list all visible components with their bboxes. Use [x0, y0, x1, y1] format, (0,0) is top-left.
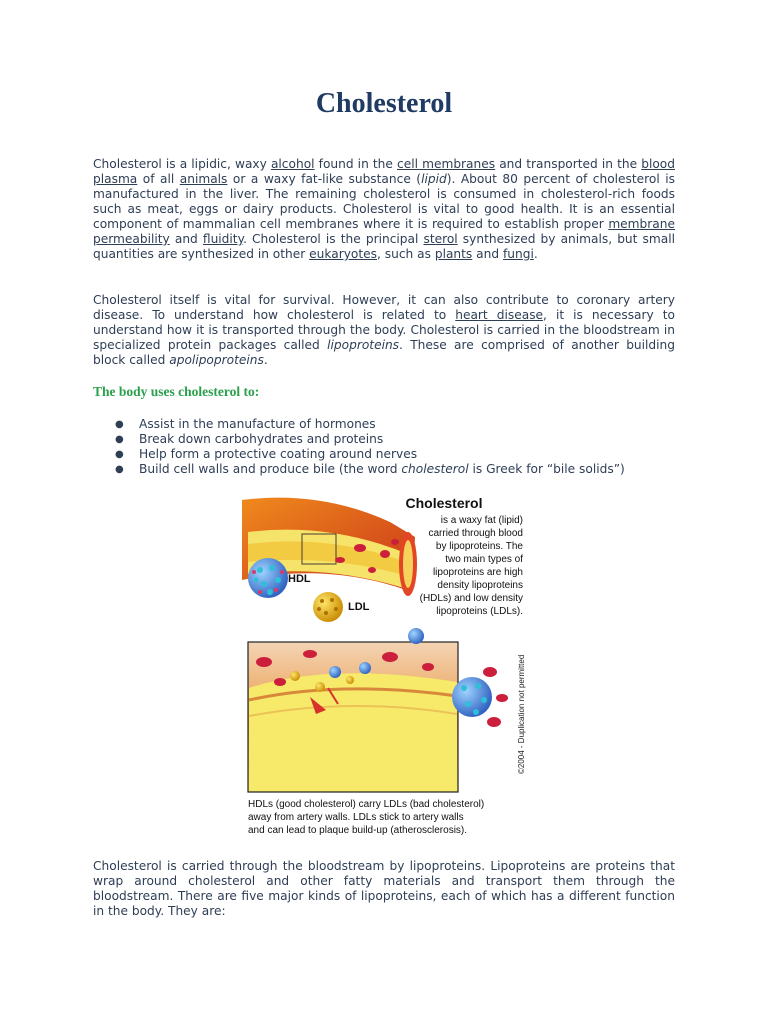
bullet-icon: ●: [115, 419, 124, 430]
figure-caption-line: away from artery walls. LDLs stick to artery walls: [248, 812, 464, 823]
figure-description: [420, 515, 524, 617]
link-membrane-permeability[interactable]: membrane permeability: [93, 217, 675, 246]
term-lipoproteins: lipoproteins: [327, 338, 400, 352]
link-eukaryotes[interactable]: eukaryotes: [309, 247, 377, 261]
transport-paragraph: Cholesterol itself is vital for survival. However, it can also contribute to coronary artery disease. To understand how cholesterol is related to heart disease, it is necessary to understand how it is transported through the body. Cholesterol is carried in the bloodstream in specialized protein packages called lipoproteins. These are comprised of another building block called apolipoproteins.: [93, 293, 676, 367]
figure-description-line: lipoproteins are high: [432, 567, 523, 578]
figure-heading: Cholesterol: [405, 495, 483, 511]
figure-caption-line: HDLs (good cholesterol) carry LDLs (bad cholesterol): [248, 799, 485, 810]
figure-caption-line: and can lead to plaque build-up (atherosclerosis).: [248, 825, 468, 836]
figure-description-line: two main types of: [445, 554, 523, 565]
bullet-icon: ●: [115, 464, 124, 475]
artery-wall-inset: [248, 642, 458, 792]
hdl-particle-icon: [248, 558, 288, 598]
figure-description-line: density lipoproteins: [437, 580, 523, 591]
bullet-icon: ●: [115, 434, 124, 445]
list-item: ● Help form a protective coating around nerves: [115, 447, 418, 461]
figure-description-line: lipoproteins (LDLs).: [436, 606, 523, 617]
link-cell-membranes[interactable]: cell membranes: [397, 157, 496, 171]
link-blood-plasma[interactable]: blood plasma: [93, 157, 675, 186]
bullet-icon: ●: [115, 449, 124, 460]
copyright-note: ©2004 - Duplication not permitted: [517, 654, 526, 774]
list-item: ● Break down carbohydrates and proteins: [115, 432, 384, 446]
link-sterol[interactable]: sterol: [423, 232, 458, 246]
figure-description-line: (HDLs) and low density: [419, 593, 523, 604]
figure-description-line: by lipoproteins. The: [435, 541, 523, 552]
hdl-label: HDL: [288, 573, 311, 585]
uses-list: [93, 417, 625, 477]
link-animals[interactable]: animals: [179, 172, 228, 186]
ldl-label: LDL: [348, 601, 370, 613]
term-apolipoproteins: apolipoproteins: [169, 353, 264, 367]
ldl-particle-icon: [313, 592, 343, 622]
figure-description-line: is a waxy fat (lipid): [440, 515, 523, 526]
figure-description-line: carried through blood: [428, 528, 523, 539]
page-title: Cholesterol: [315, 88, 453, 119]
link-fungi[interactable]: fungi: [502, 247, 534, 261]
list-item: ● Build cell walls and produce bile (the word cholesterol is Greek for “bile solids”): [115, 462, 625, 476]
link-plants[interactable]: plants: [434, 247, 473, 261]
intro-paragraph: Cholesterol is a lipidic, waxy alcohol found in the cell membranes and transported in the blood plasma of all animals or a waxy fat-like substance (lipid). About 80 percent of cholesterol is manufactured in the liver. The remaining cholesterol is consumed in cholesterol-rich foods such as meat, eggs or dairy products. Cholesterol is vital to good health. It is an essential component of mammalian cell membranes where it is required to establish proper membrane permeability and fluidity. Cholesterol is the principal sterol synthesized by animals, but small quantities are synthesized in other eukaryotes, such as plants and fungi.: [93, 157, 675, 261]
term-lipid: lipid: [421, 172, 447, 186]
link-fluidity[interactable]: fluidity: [202, 232, 244, 246]
cholesterol-illustration: [240, 492, 530, 840]
lipoproteins-paragraph: Cholesterol is carried through the bloodstream by lipoproteins. Lipoproteins are proteins that wrap around cholesterol and other fatty materials and transport them through the bloodstream. There are five major kinds of lipoproteins, each of which has a different function in the body. They are:: [93, 859, 675, 918]
link-heart-disease[interactable]: heart disease: [455, 308, 544, 322]
link-alcohol[interactable]: alcohol: [270, 157, 315, 171]
section-subheading: The body uses cholesterol to:: [93, 384, 260, 399]
list-item: ● Assist in the manufacture of hormones: [115, 417, 376, 431]
figure-caption: [248, 799, 484, 836]
